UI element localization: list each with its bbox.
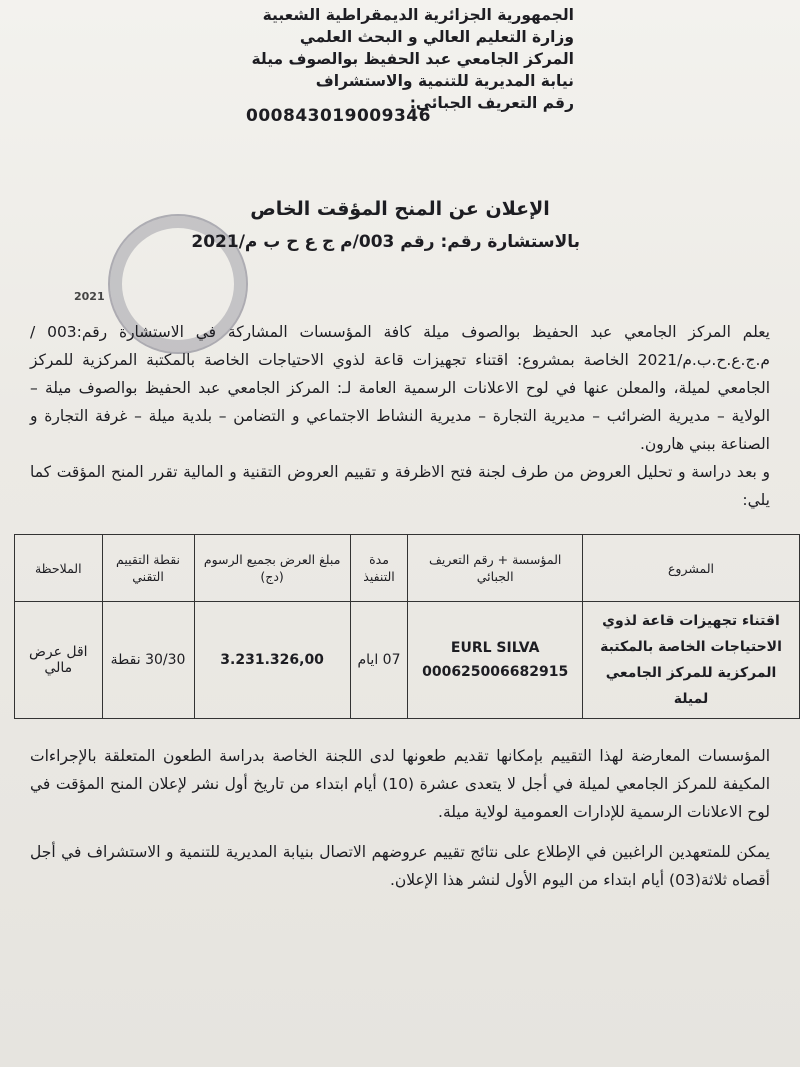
institution-header [154,4,574,114]
header-project: المشروع [583,535,800,602]
consultation-number: بالاستشارة رقم: رقم 003/م ج ع ح ب م/2021 [191,232,580,252]
header-line-ministry: وزارة التعليم العالي و البحث العلمي [299,28,574,46]
intro-paragraph-1: يعلم المركز الجامعي عبد الحفيظ بوالصوف ميلة كافة المؤسسات المشاركة في الاستشارة رقم:003 / م.ج.ع.ح.ب.م/2021 الخاصة بمشروع: اقتناء تجهيزات قاعة لذوي الاحتياجات الخاصة بالمكتبة المركزية للمركز الجامعي لميلة، والمعلن عنها في لوح الاعلانات الرسمية العامة لـ: المركز الجامعي عبد الحفيظ بوالصوف ميلة – الولاية – مديرية الضرائب – مديرية التجارة – مديرية النشاط الاجتماعي و التضامن – بلدية ميلة – غرفة التجارة و الصناعة ببني هارون. [30,323,770,453]
closing-text [30,742,770,906]
header-note: الملاحظة [15,535,103,602]
nif-number: 000843019009346 [246,106,431,126]
intro-text [30,318,770,514]
header-line-nif-label: رقم التعريف الجبائي: [409,94,574,112]
header-line-directorate: نيابة المديرية للتنمية والاستشراف [315,72,574,90]
cell-score: 30/30 نقطة [102,602,194,719]
closing-paragraph-2: يمكن للمتعهدين الراغبين في الإطلاع على نتائج تقييم عروضهم الاتصال بنيابة المديرية للتنمية و الاستشراف في أجل أقصاه ثلاثة(03) أيام ابتداء من اليوم الأول لنشر هذا الإعلان. [30,843,770,889]
header-amount: مبلغ العرض بجميع الرسوم (دج) [194,535,350,602]
cell-note: اقل عرض مالي [15,602,103,719]
company-nif: 000625006682915 [422,664,569,680]
cell-amount: 3.231.326,00 [194,602,350,719]
closing-paragraph-1: المؤسسات المعارضة لهذا التقييم بإمكانها تقديم طعونها لدى اللجنة الخاصة بدراسة الطعون المتعلقة بالإجراءات المكيفة للمركز الجامعي لميلة في أجل لا يتعدى عشرة (10) أيام ابتداء من تاريخ أول نشر لإعلان المنح المؤقت في لوح الاعلانات الرسمية للإدارات العمومية لولاية ميلة. [30,747,771,821]
stamp-year: 2021 [74,290,105,303]
table-header-row [15,535,800,602]
header-company: المؤسسة + رقم التعريف الجبائي [408,535,583,602]
announcement-title: الإعلان عن المنح المؤقت الخاص [250,198,550,220]
cell-duration: 07 ايام [350,602,408,719]
intro-paragraph-2: و بعد دراسة و تحليل العروض من طرف لجنة فتح الاظرفة و تقييم العروض التقنية و المالية تقرر المنح المؤقت كما يلي: [30,463,770,509]
table-row [15,602,800,719]
header-line-republic: الجمهورية الجزائرية الديمقراطية الشعبية [262,6,574,24]
cell-company [408,602,583,719]
award-table [14,534,800,719]
header-line-center: المركز الجامعي عبد الحفيظ بوالصوف ميلة [251,50,574,68]
header-duration: مدة التنفيذ [350,535,408,602]
company-name: EURL SILVA [450,640,540,656]
cell-project: اقتناء تجهيزات قاعة لذوي الاحتياجات الخاصة بالمكتبة المركزية للمركز الجامعي لميلة [583,602,800,719]
header-score: نقطة التقييم التقني [102,535,194,602]
